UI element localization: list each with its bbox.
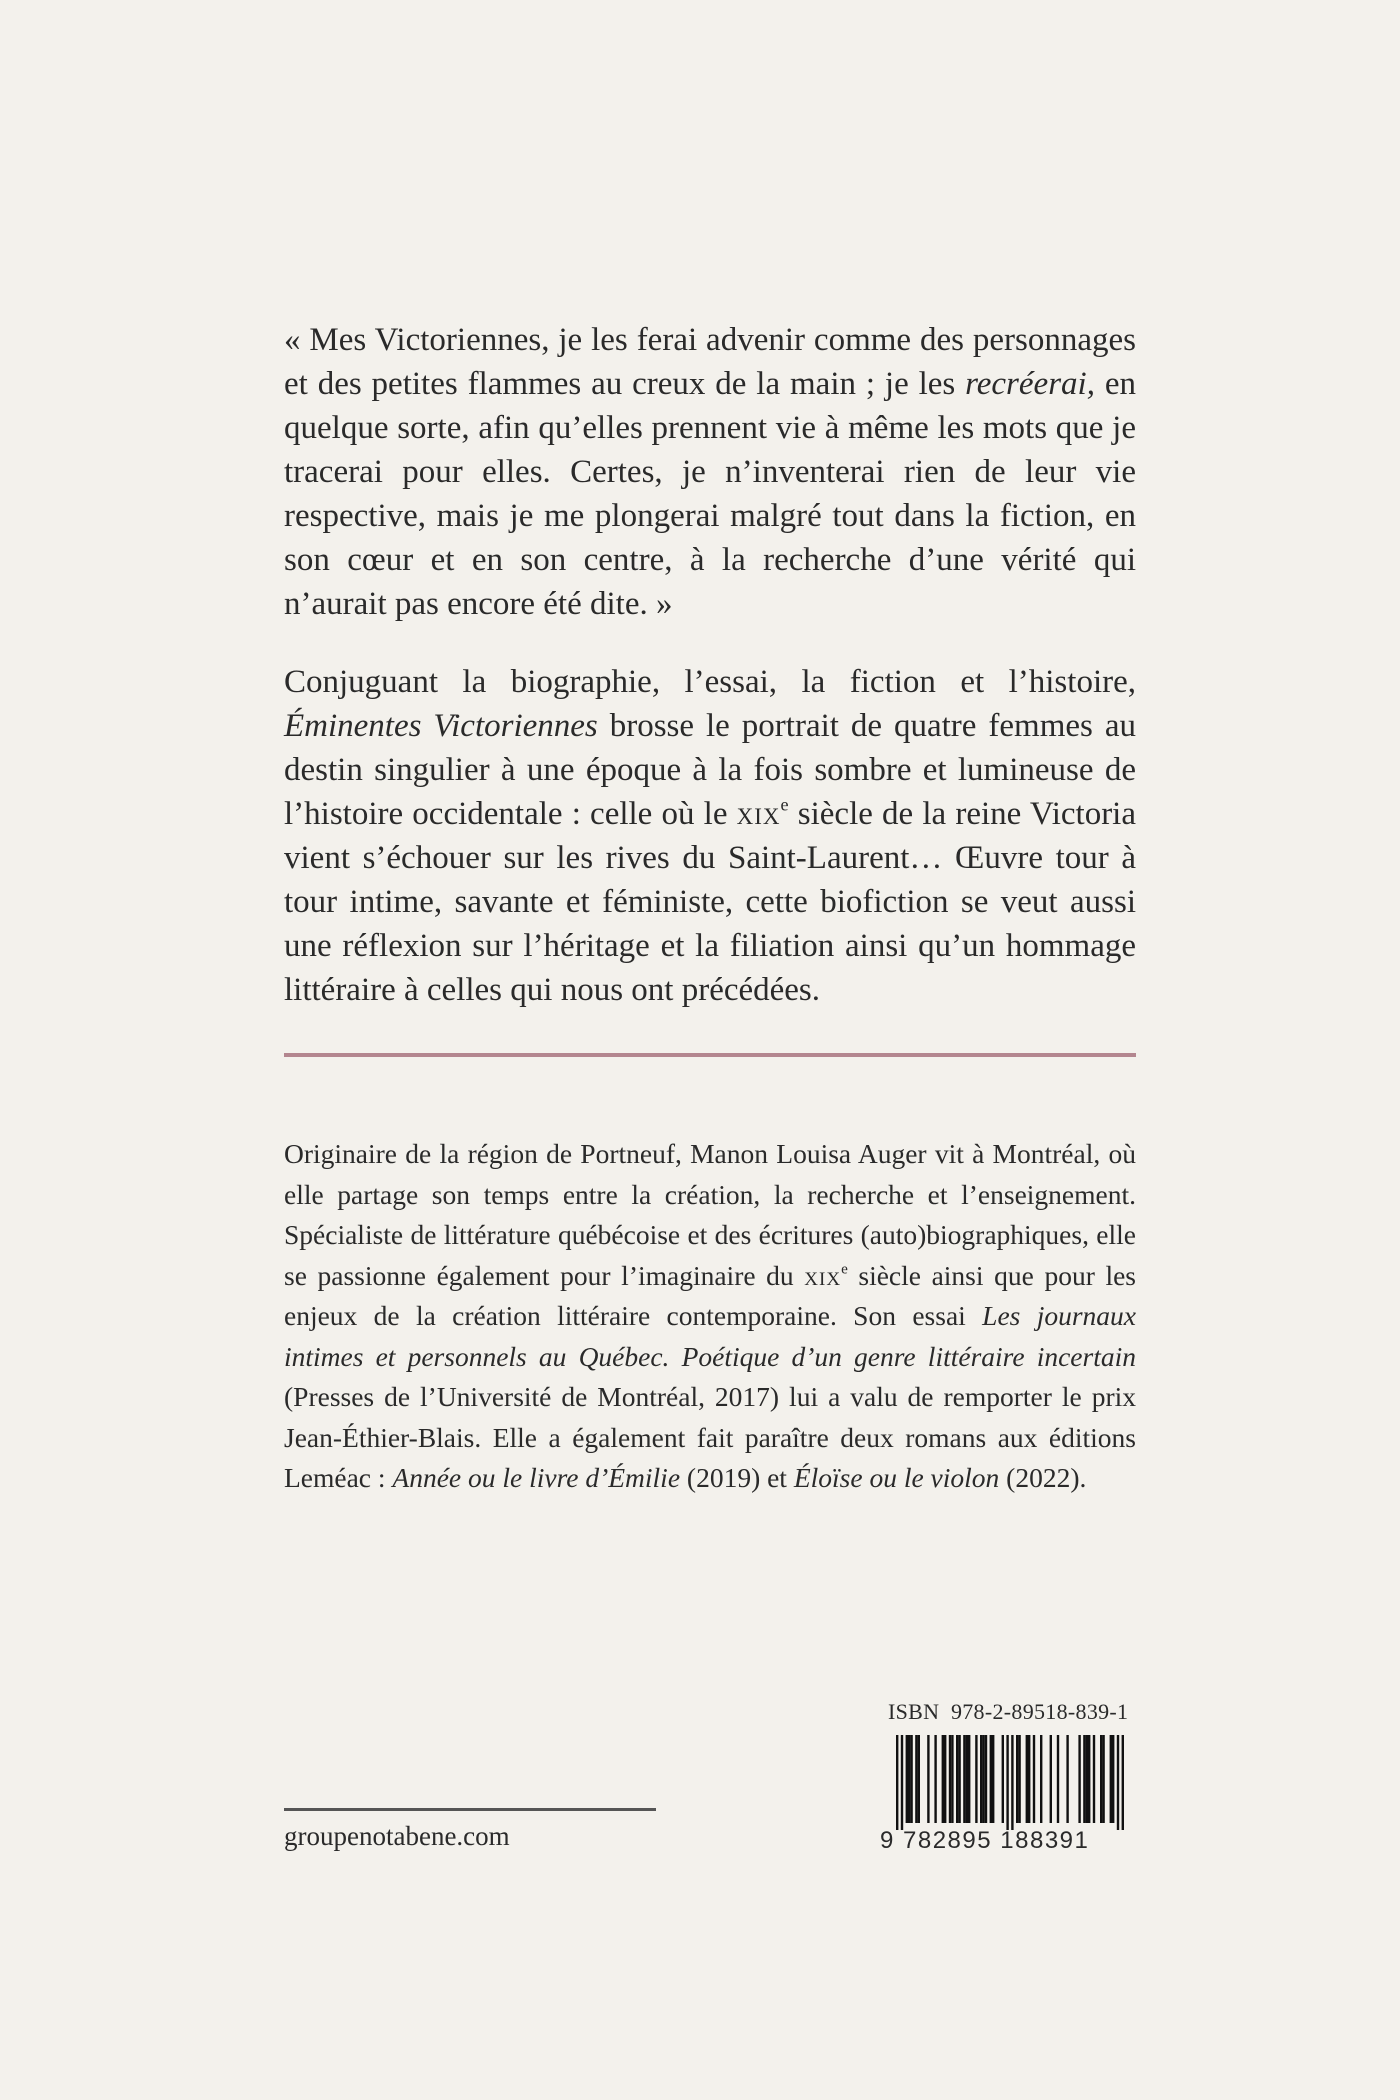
novel-title-2: Éloïse ou le violon [793, 1462, 1000, 1493]
book-description [284, 660, 1136, 1012]
barcode-bar [956, 1735, 958, 1823]
barcode-bar [927, 1735, 929, 1823]
barcode-bar [985, 1735, 987, 1823]
barcode-bar [1102, 1735, 1104, 1823]
barcode-bar [963, 1735, 965, 1823]
footer-divider [284, 1808, 656, 1811]
barcode-bar [1100, 1735, 1102, 1823]
bio-text-3: (Presses de l’Université de Montréal, 2017) lui a valu de remporter le prix Jean-Éthier-Blais. Elle a également fait paraître deux romans aux éditions Leméac : [284, 1381, 1136, 1493]
barcode-bar [1112, 1735, 1114, 1823]
description-text-2: brosse le portrait de quatre femmes au destin singulier à une époque à la fois sombre et lumineuse de l’histoire occidentale : celle où le [284, 708, 1136, 832]
barcode-bar [951, 1735, 953, 1823]
novel-title-1: Année ou le livre d’Émilie [392, 1462, 681, 1493]
barcode-bar [982, 1735, 984, 1823]
quote-italic: recréerai, [965, 366, 1095, 402]
barcode-bar [1011, 1735, 1013, 1830]
bio-text-2: siècle ainsi que pour les enjeux de la création littéraire contemporaine. Son essai [284, 1259, 1136, 1331]
barcode-bar [966, 1735, 968, 1823]
barcode-bar [958, 1735, 960, 1823]
barcode-bar [1006, 1735, 1008, 1830]
barcode-bar [896, 1735, 898, 1830]
barcode-bar [1026, 1735, 1028, 1823]
isbn-line [888, 1697, 1128, 1727]
isbn-label: ISBN [888, 1699, 940, 1724]
bio-century-numeral: xix [804, 1259, 842, 1291]
bio-text-1: Originaire de la région de Portneuf, Manon Louisa Auger vit à Montréal, où elle partage son temps entre la création, la recherche et l’enseignement. Spécialiste de littérature québécoise et des écritures (auto)biographiques, elle se passionne également pour l’imaginaire du [284, 1138, 1136, 1291]
barcode-bar [1110, 1735, 1112, 1823]
book-title: Éminentes Victoriennes [284, 708, 598, 744]
section-divider [284, 1053, 1136, 1057]
barcode-bar [1050, 1735, 1052, 1823]
description-text-3: siècle de la reine Victoria vient s’échouer sur les rives du Saint-Laurent… Œuvre tour à tour intime, savante et féministe, cette biofiction se veut aussi une réflexion sur l’héritage et la filiation ainsi qu’un hommage littéraire à celles qui nous ont précédées. [284, 796, 1136, 1008]
barcode-bar [906, 1735, 908, 1823]
barcode-bar [915, 1735, 917, 1823]
essay-title: Les journaux intimes et personnels au Québec. Poétique d’un genre littéraire incertain [284, 1300, 1137, 1372]
barcode-bar [975, 1735, 977, 1823]
barcode-bar [1002, 1735, 1004, 1823]
barcode-bar [908, 1735, 910, 1823]
barcode-bar [1117, 1735, 1119, 1830]
back-cover-quote [284, 318, 1136, 626]
century-numeral: xix [736, 796, 781, 832]
quote-close: » [647, 586, 673, 622]
barcode-bar [968, 1735, 970, 1823]
isbn-number: 978-2-89518-839-1 [950, 1699, 1129, 1724]
barcode-bar [1028, 1735, 1030, 1823]
barcode [896, 1735, 1124, 1830]
barcode-bar [1088, 1735, 1090, 1823]
century-superscript: e [780, 794, 789, 815]
quote-open: « [284, 322, 310, 358]
barcode-bar [1066, 1735, 1068, 1823]
barcode-bar [1122, 1735, 1124, 1830]
bio-text-4: (2019) et [680, 1462, 794, 1493]
barcode-bar [980, 1735, 982, 1823]
barcode-bar [918, 1735, 920, 1823]
barcode-bar [942, 1735, 944, 1823]
barcode-bar [934, 1735, 936, 1823]
barcode-bar [1093, 1735, 1095, 1823]
barcode-bar [1033, 1735, 1035, 1823]
barcode-bar [1086, 1735, 1088, 1823]
barcode-bar [1040, 1735, 1042, 1823]
barcode-bar [1083, 1735, 1085, 1823]
barcode-digits: 9 782895 188391 [880, 1827, 1090, 1854]
bio-century-superscript: e [841, 1261, 848, 1278]
publisher-website[interactable]: groupenotabene.com [284, 1821, 510, 1851]
barcode-bar [901, 1735, 903, 1830]
barcode-bar [1078, 1735, 1080, 1823]
description-text-1: Conjuguant la biographie, l’essai, la fiction et l’histoire, [284, 664, 1136, 700]
barcode-bar [990, 1735, 992, 1823]
bio-text-5: (2022). [999, 1462, 1087, 1493]
barcode-bar [1057, 1735, 1059, 1823]
barcode-bar [949, 1735, 951, 1823]
author-biography [284, 1134, 1136, 1499]
quote-text-1: Mes Victoriennes, je les ferai advenir comme des personnages et des petites flammes au creux de la main ; je les [284, 322, 1136, 402]
barcode-bar [944, 1735, 946, 1823]
barcode-bar [910, 1735, 912, 1823]
barcode-bar [1018, 1735, 1020, 1823]
quote-text-2: en quelque sorte, afin qu’elles prennent vie à même les mots que je tracerai pour elles. Certes, je n’inventerai rien de leur vie respective, mais je me plongerai malgré tout dans la fiction, en son cœur et en son centre, à la recherche d’une vérité qui n’aurait pas encore été dite. [284, 366, 1136, 622]
barcode-bar [992, 1735, 994, 1823]
barcode-bar [1016, 1735, 1018, 1823]
